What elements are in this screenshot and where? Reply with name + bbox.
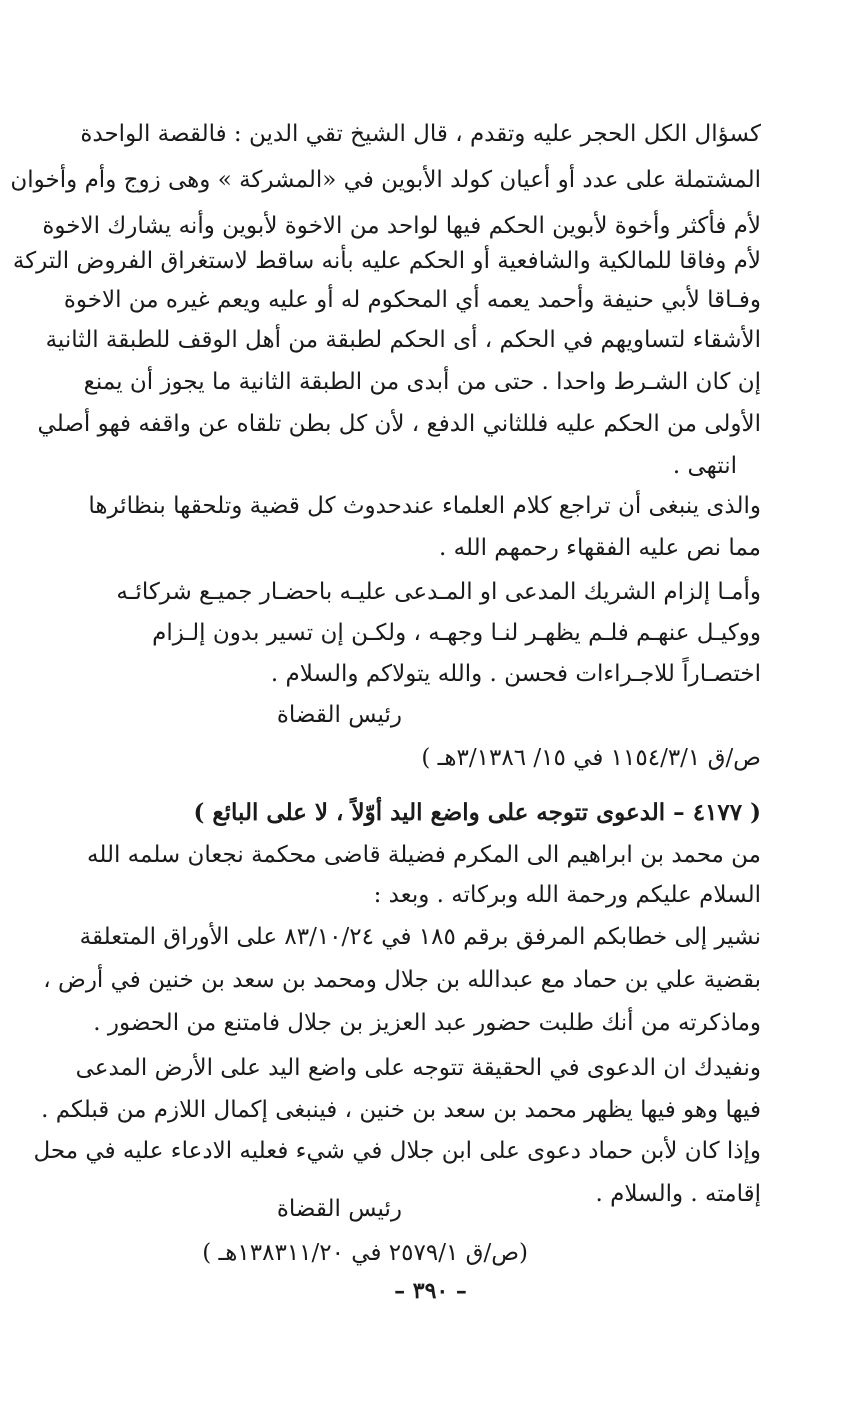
signature-title: رئيس القضاة [276,1196,402,1222]
text-line: وإذا كان لأبن حماد دعوى على ابن جلال في شيء فعليه الادعاء عليه في محل [33,1138,761,1164]
text-line: الأولى من الحكم عليه فللثاني الدفع ، لأن كل بطن تلقاه عن واقفه فهو أصلي [37,411,761,437]
text-line: ووكيـل عنهـم فلـم يظهـر لنـا وجهـه ، ولكـن إن تسير بدون إلـزام [152,620,761,646]
text-line: اختصـاراً للاجـراءات فحسن . والله يتولاكم والسلام . [270,661,761,687]
text-line: بقضية علي بن حماد مع عبدالله بن جلال ومحمد بن سعد بن خنين في أرض ، [43,967,761,993]
text-line: وماذكرته من أنك طلبت حضور عبد العزيز بن جلال فامتنع من الحضور . [93,1010,761,1036]
text-line: الأشقاء لتساويهم في الحكم ، أى الحكم لطبقة من أهل الوقف للطبقة الثانية [45,327,761,353]
reference-number: (ص/ق ٢٥٧٩/١ في ١٣٨٣١١/٢٠هـ ) [202,1240,528,1266]
text-line: لأم وفاقا للمالكية والشافعية أو الحكم عليه بأنه ساقط لاستغراق الفروض التركة [12,248,761,274]
text-line: ونفيدك ان الدعوى في الحقيقة تتوجه على واضع اليد على الأرض المدعى [75,1055,761,1081]
text-line: والذى ينبغى أن تراجع كلام العلماء عندحدوث كل قضية وتلحقها بنظائرها [88,493,761,519]
text-line: المشتملة على عدد أو أعيان كولد الأبوين في «المشركة » وهى زوج وأم وأخوان [10,167,761,193]
from-line: من محمد بن ابراهيم الى المكرم فضيلة قاضى محكمة نجعان سلمه الله [87,842,761,868]
page-number: – ٣٩٠ – [394,1278,467,1304]
text-line: كسؤال الكل الحجر عليه وتقدم ، قال الشيخ تقي الدين : فالقصة الواحدة [80,121,761,147]
text-line: نشير إلى خطابكم المرفق برقم ١٨٥ في ٨٣/١٠/٢٤ على الأوراق المتعلقة [79,924,761,950]
text-line: فيها وهو فيها يظهر محمد بن سعد بن خنين ، فينبغى إكمال اللازم من قبلكم . [41,1097,761,1123]
text-line: وأمـا إلزام الشريك المدعى او المـدعى عليـه باحضـار جميـع شركائـه [116,579,761,605]
text-line: انتهى . [672,453,737,479]
text-line: لأم فأكثر وأخوة لأبوين الحكم فيها لواحد من الاخوة لأبوين وأنه يشارك الاخوة [42,213,761,239]
greeting-line: السلام عليكم ورحمة الله وبركاته . وبعد : [373,882,761,908]
text-line: إقامته . والسلام . [595,1181,761,1207]
text-line: مما نص عليه الفقهاء رحمهم الله . [439,535,761,561]
text-line: إن كان الشـرط واحدا . حتى من أبدى من الطبقة الثانية ما يجوز أن يمنع [83,369,761,395]
text-line: وفـاقا لأبي حنيفة وأحمد يعمه أي المحكوم له أو عليه ويعم غيره من الاخوة [63,287,761,313]
section-heading: ( ٤١٧٧ – الدعوى تتوجه على واضع اليد أوّلاً ، لا على البائع ) [193,799,761,826]
reference-number: ص/ق ١١٥٤/٣/١ في ١٥/ ٣/١٣٨٦هـ ) [421,745,761,771]
signature-title: رئيس القضاة [276,702,402,728]
